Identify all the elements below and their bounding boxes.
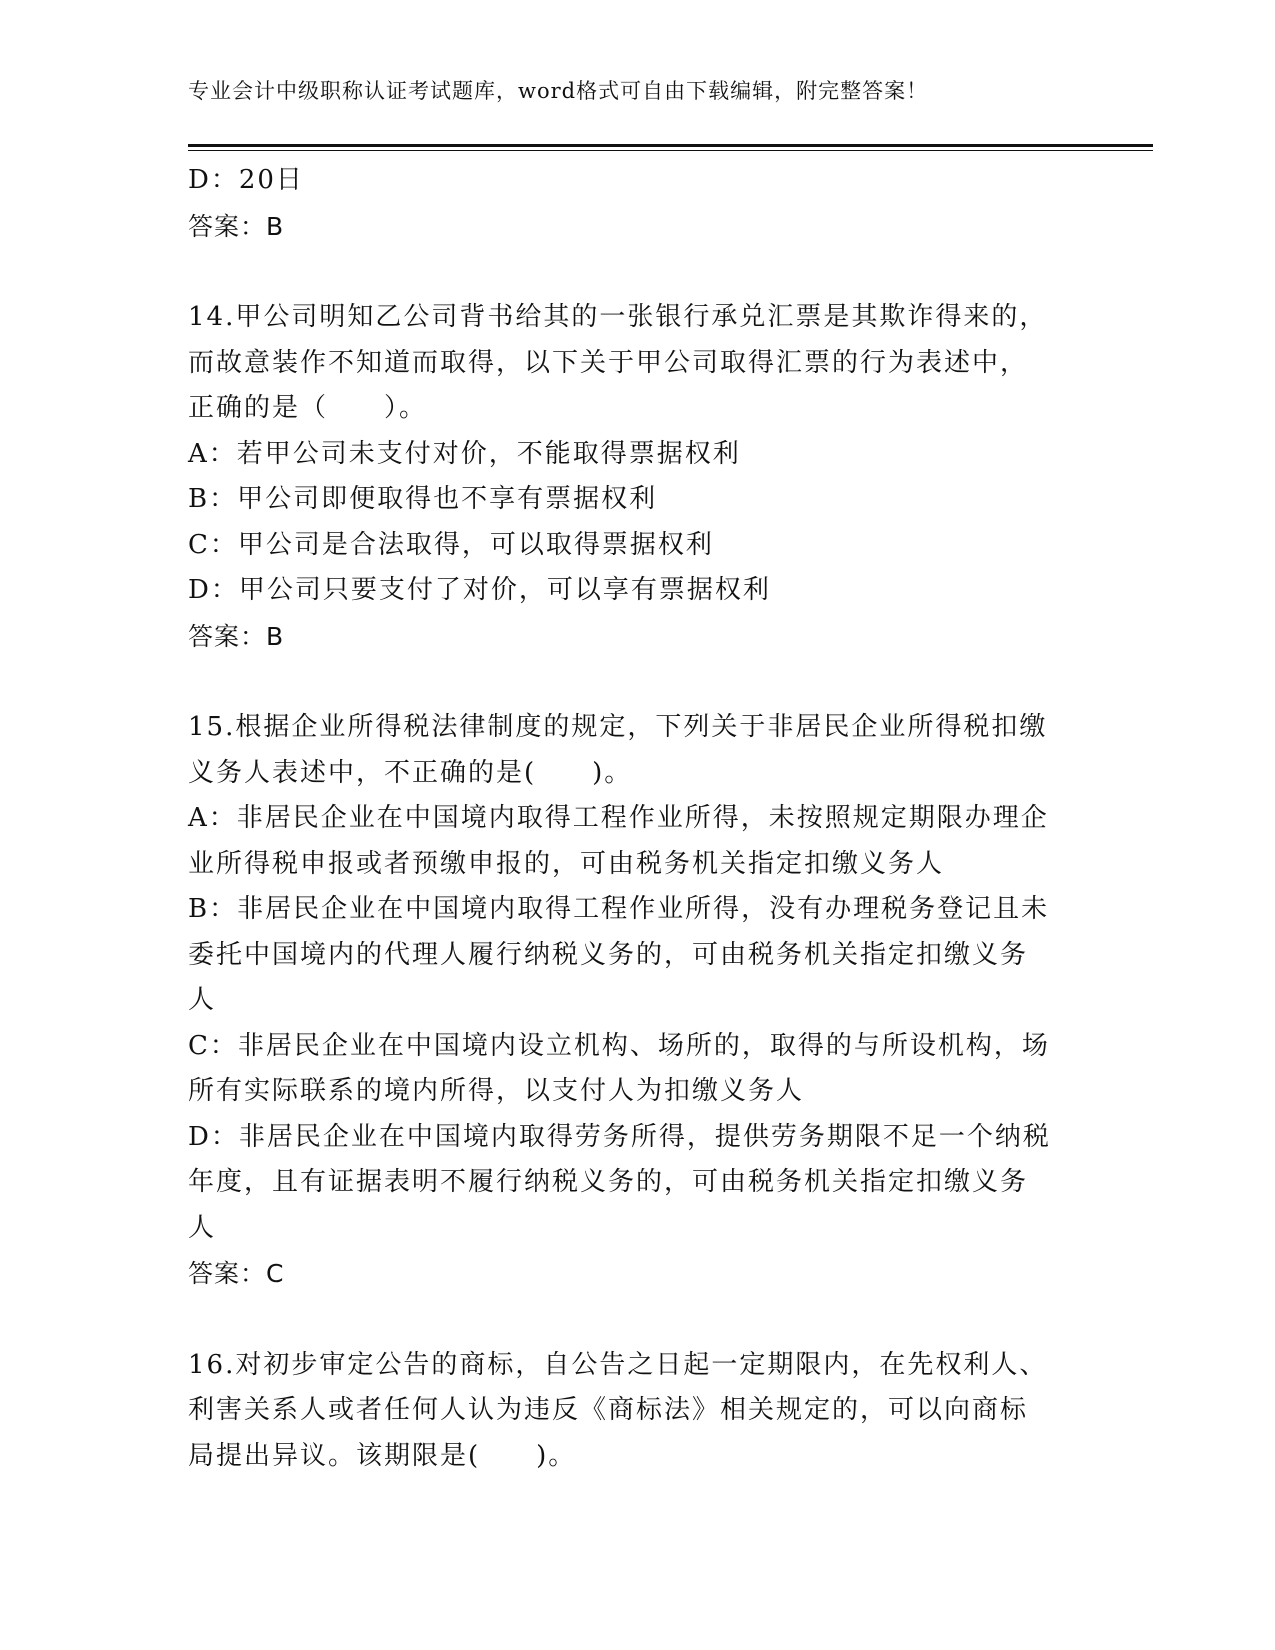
question-14-option-b: B：甲公司即便取得也不享有票据权利 — [188, 484, 658, 514]
question-15-option-c — [188, 1024, 1088, 1115]
question-15-answer: 答案：C — [188, 1259, 285, 1288]
option-line: 所有实际联系的境内所得，以支付人为扣缴义务人 — [188, 1076, 805, 1106]
question-14-option-c: C：甲公司是合法取得，可以取得票据权利 — [188, 529, 714, 560]
question-14-answer: 答案：B — [188, 621, 285, 651]
question-16-stem-line: 局提出异议。该期限是( )。 — [188, 1440, 577, 1471]
option-line: A：非居民企业在中国境内取得工程作业所得，未按照规定期限办理企 — [188, 803, 1049, 833]
question-14-stem-line: 14.甲公司明知乙公司背书给其的一张银行承兑汇票是其欺诈得来的， — [188, 302, 1048, 332]
option-line: 业所得税申报或者预缴申报的，可由税务机关指定扣缴义务人 — [188, 848, 945, 879]
option-line: D：非居民企业在中国境内取得劳务所得，提供劳务期限不足一个纳税 — [188, 1121, 1051, 1152]
option-line: 人 — [188, 985, 217, 1015]
option-line: 人 — [188, 1212, 217, 1243]
question-16-stem-line: 16.对初步审定公告的商标，自公告之日起一定期限内，在先权利人、 — [188, 1349, 1048, 1380]
option-line: 委托中国境内的代理人履行纳税义务的，可由税务机关指定扣缴义务 — [188, 939, 1029, 970]
question-15-option-b — [188, 887, 1088, 1024]
question-15-option-d — [188, 1115, 1088, 1252]
question-14-stem-line: 正确的是（ ）。 — [188, 393, 428, 423]
question-14-option-d: D：甲公司只要支付了对价，可以享有票据权利 — [188, 575, 771, 605]
document-body — [188, 158, 1088, 1479]
question-15-stem-line: 15.根据企业所得税法律制度的规定，下列关于非居民企业所得税扣缴 — [188, 712, 1048, 742]
option-line: C：非居民企业在中国境内设立机构、场所的，取得的与所设机构，场 — [188, 1030, 1050, 1061]
question-16-stem-line: 利害关系人或者任何人认为违反《商标法》相关规定的，可以向商标 — [188, 1395, 1029, 1425]
question-16 — [188, 1343, 1088, 1480]
prev-option-d: D：20日 — [188, 165, 304, 195]
page-header: 专业会计中级职称认证考试题库，word格式可自由下载编辑，附完整答案！ — [188, 79, 929, 103]
question-14 — [188, 295, 1088, 659]
question-15-stem-line: 义务人表述中，不正确的是( )。 — [188, 757, 633, 788]
prev-answer: 答案：B — [188, 211, 285, 241]
question-15-option-a — [188, 796, 1088, 887]
question-15 — [188, 705, 1088, 1297]
option-line: 年度，且有证据表明不履行纳税义务的，可由税务机关指定扣缴义务 — [188, 1167, 1029, 1197]
header-rule-thick — [188, 144, 1153, 147]
question-14-stem-line: 而故意装作不知道而取得，以下关于甲公司取得汇票的行为表述中， — [188, 347, 1029, 378]
header-rule-thin — [188, 150, 1153, 151]
option-line: B：非居民企业在中国境内取得工程作业所得，没有办理税务登记且未 — [188, 894, 1050, 924]
question-14-option-a: A：若甲公司未支付对价，不能取得票据权利 — [188, 438, 741, 469]
